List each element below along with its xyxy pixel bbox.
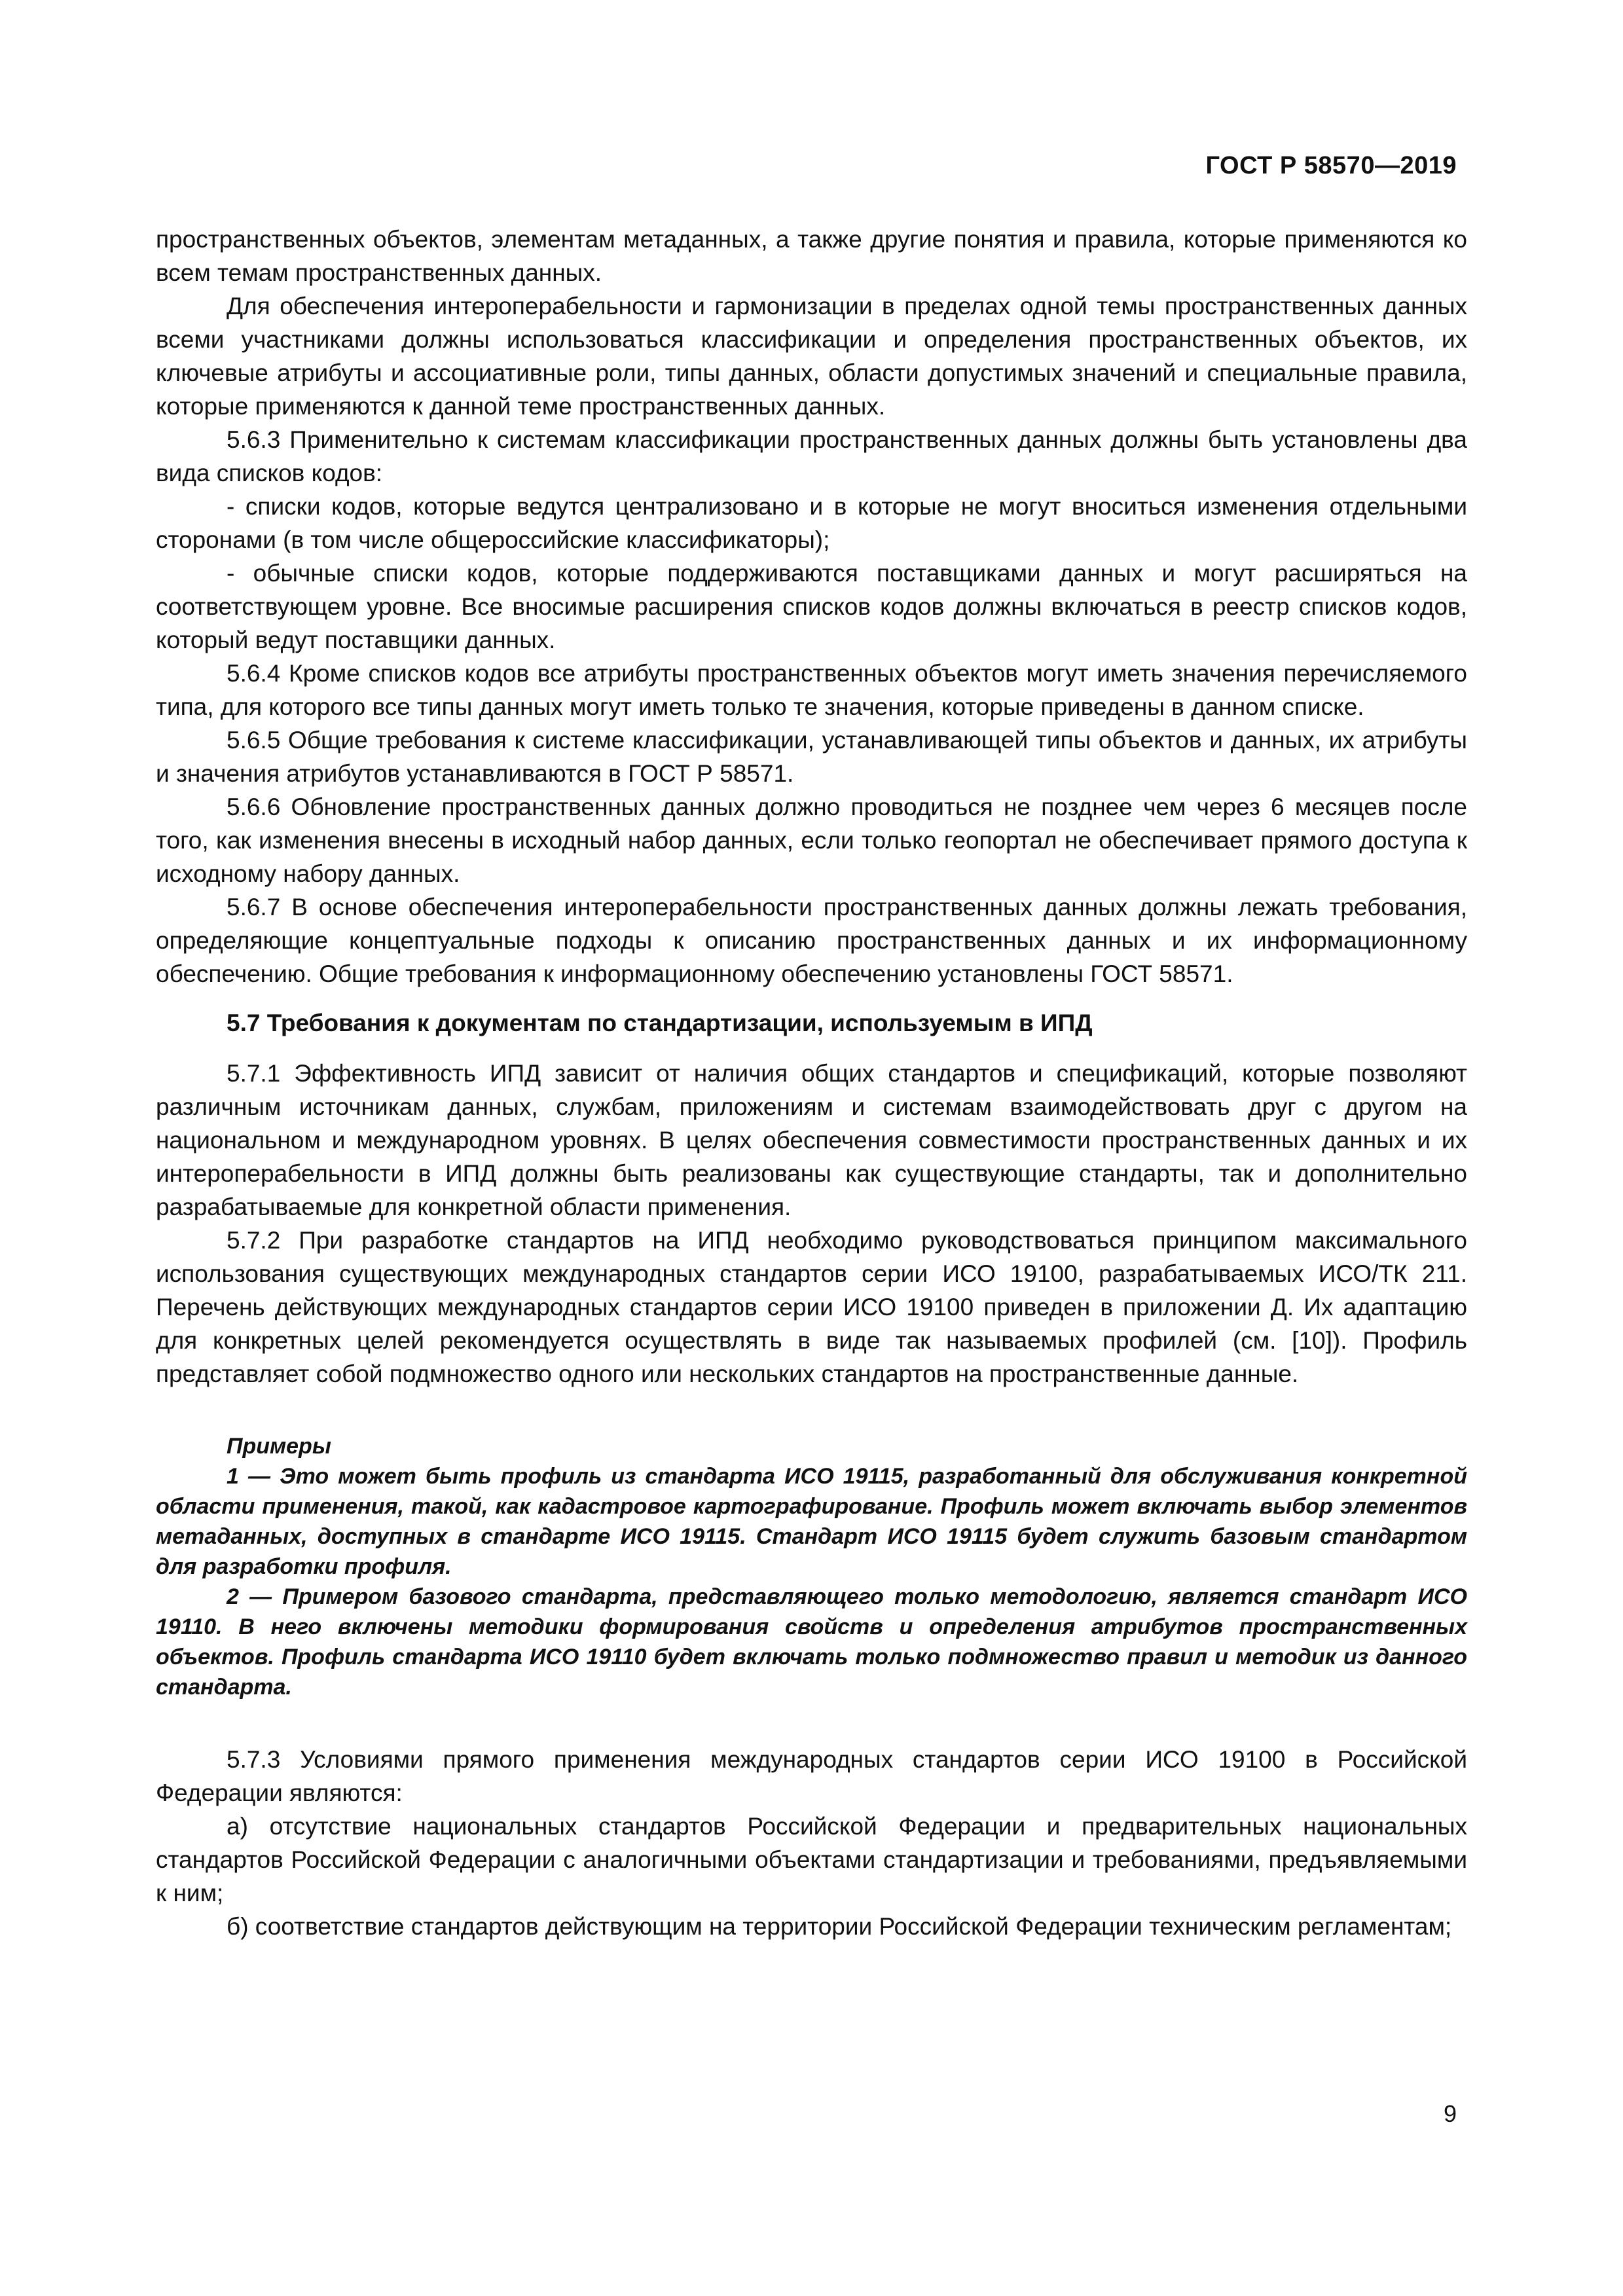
clause-5-6-4: 5.6.4 Кроме списков кодов все атрибуты пространственных объектов могут иметь значения перечисляемого типа, для которого все типы данных могут иметь только те значения, которые приведены в данном списке. [156,660,1467,720]
clause-5-7-2: 5.7.2 При разработке стандартов на ИПД необходимо руководствоваться принципом максимального использования существующих международных стандартов серии ИСО 19100, разрабатываемых ИСО/ТК 211. Перечень действующих международных стандартов серии ИСО 19100 приведен в приложении Д. Их адаптацию для конкретных целей рекомендуется осуществлять в виде так называемых профилей (см. [10]). Профиль представляет собой подмножество одного или нескольких стандартов на пространственные данные. [156,1227,1467,1387]
list-item: - обычные списки кодов, которые поддерживаются поставщиками данных и могут расширяться на соответствующем уровне. Все вносимые расширения списков кодов должны включаться в реестр списков кодов, который ведут поставщики данных. [156,560,1467,653]
list-item: а) отсутствие национальных стандартов Российской Федерации и предварительных национальных стандартов Российской Федерации с аналогичными объектами стандартизации и требованиями, предъявляемыми к ним; [156,1813,1467,1906]
clause-5-7-1: 5.7.1 Эффективность ИПД зависит от наличия общих стандартов и спецификаций, которые позволяют различным источникам данных, службам, приложениям и системам взаимодействовать друг с другом на национальном и международном уровнях. В целях обеспечения совместимости пространственных данных и их интероперабельности в ИПД должны быть реализованы как существующие стандарты, так и дополнительно разрабатываемые для конкретной области применения. [156,1060,1467,1220]
clause-5-6-6: 5.6.6 Обновление пространственных данных должно проводиться не позднее чем через 6 месяцев после того, как изменения внесены в исходный набор данных, если только геопортал не обеспечивает прямого доступа к исходному набору данных. [156,793,1467,887]
page-number: 9 [1443,2100,1457,2127]
example-1: 1 — Это может быть профиль из стандарта ИСО 19115, разработанный для обслуживания конкретной области применения, такой, как кадастровое картографирование. Профиль может включать выбор элементов метаданных, доступных в стандарте ИСО 19115. Стандарт ИСО 19115 будет служить базовым стандартом для разработки профиля. [156,1464,1467,1579]
document-body [156,223,1467,1943]
paragraph: пространственных объектов, элементам метаданных, а также другие понятия и правила, которые применяются ко всем темам пространственных данных. [156,226,1467,286]
examples-title: Примеры [227,1434,331,1459]
paragraph: Для обеспечения интероперабельности и гармонизации в пределах одной темы пространственных данных всеми участниками должны использоваться классификации и определения пространственных объектов, их ключевые атрибуты и ассоциативные роли, типы данных, области допустимых значений и специальные правила, которые применяются к данной теме пространственных данных. [156,293,1467,420]
section-heading-5-7: 5.7 Требования к документам по стандартизации, используемым в ИПД [227,1010,1093,1036]
examples-block [156,1431,1467,1702]
list-item: - списки кодов, которые ведутся централизовано и в которые не могут вноситься изменения отдельными сторонами (в том числе общероссийские классификаторы); [156,493,1467,553]
example-2: 2 — Примером базового стандарта, представляющего только методологию, является стандарт ИСО 19110. В него включены методики формирования свойств и определения атрибутов пространственных объектов. Профиль стандарта ИСО 19110 будет включать только подмножество правил и методик из данного стандарта. [156,1584,1467,1700]
clause-5-7-3: 5.7.3 Условиями прямого применения международных стандартов серии ИСО 19100 в Российской Федерации являются: [156,1746,1467,1806]
clause-5-6-3: 5.6.3 Применительно к системам классификации пространственных данных должны быть установлены два вида списков кодов: [156,426,1467,486]
clause-5-6-7: 5.6.7 В основе обеспечения интероперабельности пространственных данных должны лежать требования, определяющие концептуальные подходы к описанию пространственных данных и их информационному обеспечению. Общие требования к информационному обеспечению установлены ГОСТ 58571. [156,894,1467,987]
list-item: б) соответствие стандартов действующим на территории Российской Федерации техническим регламентам; [227,1913,1452,1940]
clause-5-6-5: 5.6.5 Общие требования к системе классификации, устанавливающей типы объектов и данных, их атрибуты и значения атрибутов устанавливаются в ГОСТ Р 58571. [156,727,1467,787]
document-code: ГОСТ Р 58570—2019 [1205,152,1457,179]
